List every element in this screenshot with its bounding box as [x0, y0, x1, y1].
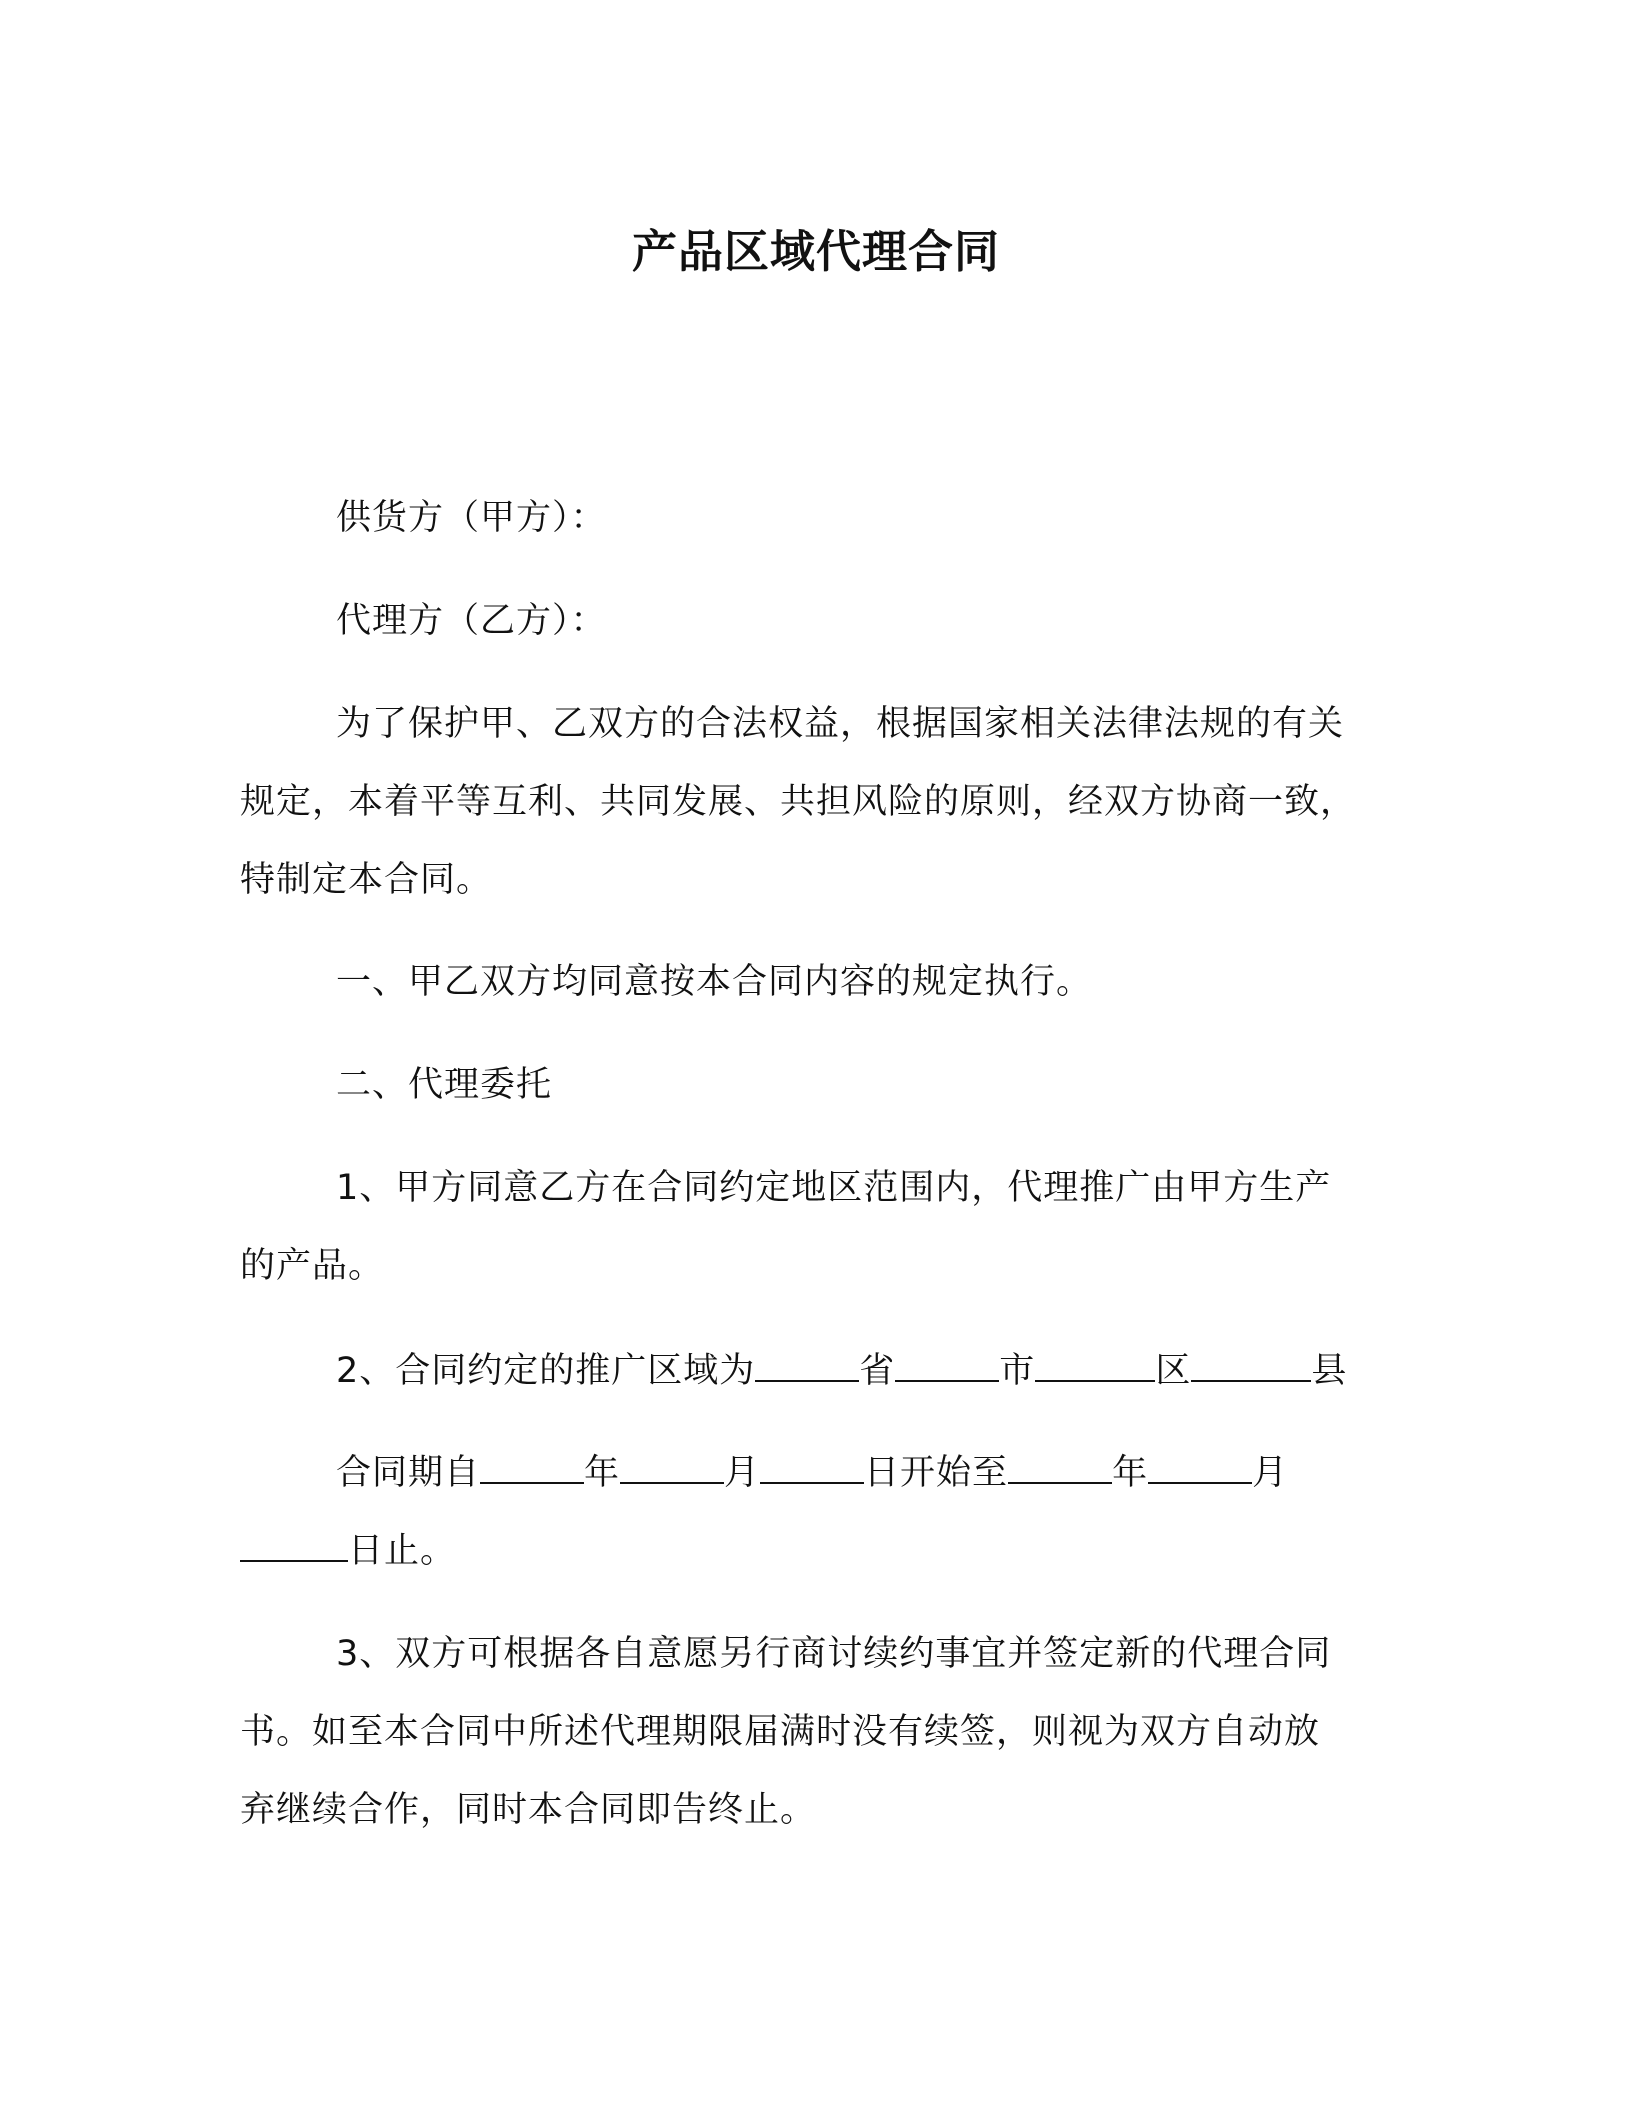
end-month-blank[interactable] [1148, 1448, 1252, 1484]
county-blank[interactable] [1191, 1346, 1311, 1382]
agent-label: 代理方（乙方）： [336, 601, 607, 641]
item-3-line-2: 书。如至本合同中所述代理期限届满时没有续签，则视为双方自动放 [240, 1712, 1321, 1752]
period-prefix: 合同期自 [336, 1453, 481, 1493]
district-label: 区 [1155, 1351, 1192, 1391]
province-label: 省 [859, 1351, 896, 1391]
province-blank[interactable] [755, 1346, 859, 1382]
item-1-line-1: 1、甲方同意乙方在合同约定地区范围内，代理推广由甲方生产 [336, 1168, 1332, 1208]
preamble-line-1: 为了保护甲、乙双方的合法权益，根据国家相关法律法规的有关 [336, 704, 1345, 744]
city-blank[interactable] [895, 1346, 999, 1382]
period-line-2 [240, 1526, 456, 1575]
preamble-line-2: 规定，本着平等互利、共同发展、共担风险的原则，经双方协商一致， [240, 782, 1357, 822]
item-3-line-3: 弃继续合作，同时本合同即告终止。 [240, 1790, 817, 1830]
start-month-blank[interactable] [620, 1448, 724, 1484]
item-2-region [336, 1346, 1347, 1395]
period-line-1 [336, 1448, 1288, 1497]
start-suffix: 日开始至 [864, 1453, 1009, 1493]
end-year-label: 年 [1112, 1453, 1149, 1493]
start-year-blank[interactable] [480, 1448, 584, 1484]
start-year-label: 年 [584, 1453, 621, 1493]
start-day-blank[interactable] [760, 1448, 864, 1484]
end-month-label: 月 [1252, 1453, 1289, 1493]
city-label: 市 [999, 1351, 1036, 1391]
supplier-label: 供货方（甲方）： [336, 498, 607, 538]
region-prefix: 2、合同约定的推广区域为 [336, 1351, 756, 1391]
district-blank[interactable] [1035, 1346, 1155, 1382]
end-year-blank[interactable] [1008, 1448, 1112, 1484]
preamble-line-3: 特制定本合同。 [240, 860, 493, 900]
clause-2-heading: 二、代理委托 [336, 1065, 553, 1105]
end-day-blank[interactable] [240, 1526, 348, 1562]
start-month-label: 月 [724, 1453, 761, 1493]
county-label: 县 [1311, 1351, 1348, 1391]
clause-1: 一、甲乙双方均同意按本合同内容的规定执行。 [336, 962, 1093, 1002]
end-suffix: 日止。 [348, 1531, 457, 1571]
item-1-line-2: 的产品。 [240, 1246, 385, 1286]
item-3-line-1: 3、双方可根据各自意愿另行商讨续约事宜并签定新的代理合同 [336, 1634, 1332, 1674]
document-title: 产品区域代理合同 [631, 225, 1000, 278]
